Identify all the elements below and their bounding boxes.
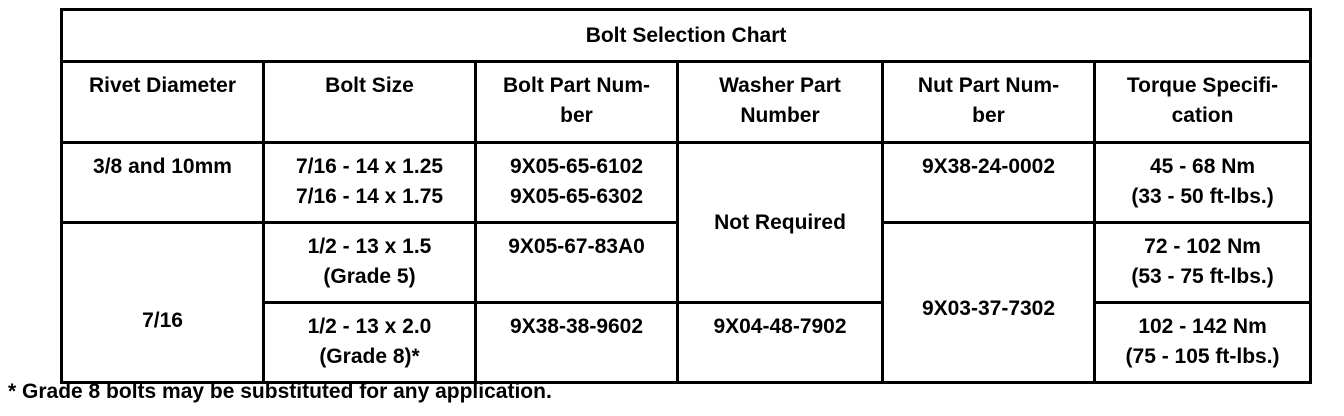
washer-part-number-cell: Not Required [678, 143, 883, 303]
bolt-part-number-cell: 9X05-67-83A0 [476, 223, 678, 303]
torque-specification-cell: 45 - 68 Nm (33 - 50 ft-lbs.) [1095, 143, 1311, 223]
header-row [62, 62, 1311, 143]
bolt-part-number-cell: 9X38-38-9602 [476, 303, 678, 383]
rivet-diameter-cell: 7/16 [62, 223, 264, 383]
header-rivet-diameter: Rivet Diameter [62, 62, 264, 143]
table-row [62, 143, 1311, 223]
bolt-size-cell: 1/2 - 13 x 1.5 (Grade 5) [264, 223, 476, 303]
torque-specification-cell: 102 - 142 Nm (75 - 105 ft-lbs.) [1095, 303, 1311, 383]
nut-part-number-cell: 9X38-24-0002 [883, 143, 1095, 223]
footnote: * Grade 8 bolts may be substituted for any application. [8, 380, 552, 403]
header-torque-specification: Torque Specifi- cation [1095, 62, 1311, 143]
header-washer-part-number: Washer Part Number [678, 62, 883, 143]
bolt-part-number-cell: 9X05-65-6102 9X05-65-6302 [476, 143, 678, 223]
table-title: Bolt Selection Chart [62, 10, 1311, 62]
bolt-selection-table [60, 8, 1312, 384]
bolt-size-cell: 1/2 - 13 x 2.0 (Grade 8)* [264, 303, 476, 383]
nut-part-number-cell: 9X03-37-7302 [883, 223, 1095, 383]
torque-specification-cell: 72 - 102 Nm (53 - 75 ft-lbs.) [1095, 223, 1311, 303]
bolt-size-cell: 7/16 - 14 x 1.25 7/16 - 14 x 1.75 [264, 143, 476, 223]
rivet-diameter-cell: 3/8 and 10mm [62, 143, 264, 223]
header-nut-part-number: Nut Part Num- ber [883, 62, 1095, 143]
washer-part-number-cell: 9X04-48-7902 [678, 303, 883, 383]
header-bolt-part-number: Bolt Part Num- ber [476, 62, 678, 143]
header-bolt-size: Bolt Size [264, 62, 476, 143]
